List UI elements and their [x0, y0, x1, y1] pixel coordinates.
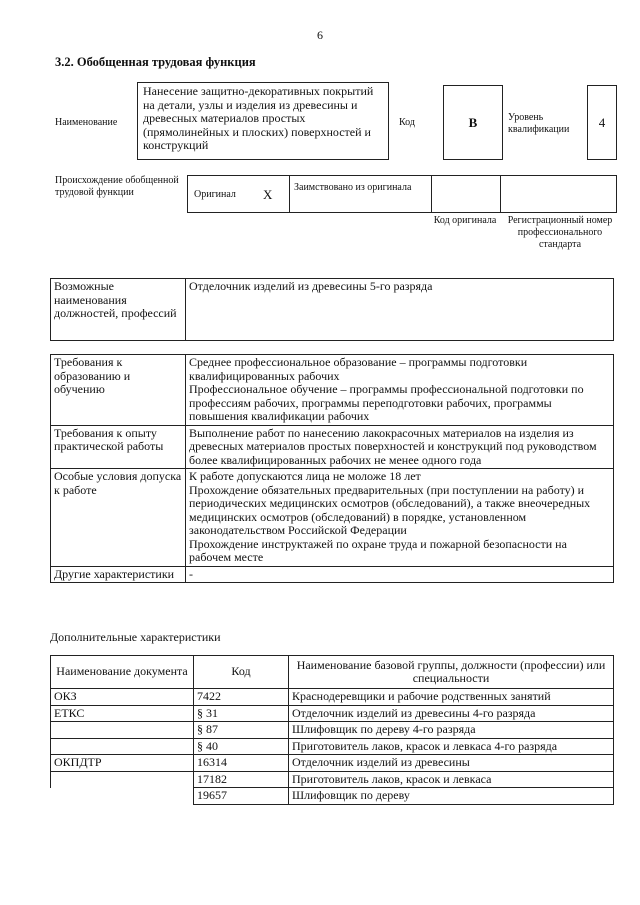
- req-admission-line: К работе допускаются лица не моложе 18 лет: [189, 469, 421, 483]
- positions-value: Отделочник изделий из древесины 5-го разряда: [186, 279, 614, 341]
- row-code: § 31: [194, 705, 289, 722]
- code-box: [443, 85, 503, 160]
- row-code: 17182: [194, 771, 289, 788]
- req-experience-line: Выполнение работ по нанесению лакокрасочных материалов на изделия из древесных материалов простых поверхностей и конструкций под руководством более квалифицированных рабочих не менее одного года: [189, 425, 597, 467]
- borrowed-label: Заимствовано из оригинала: [294, 182, 412, 193]
- positions-table: [50, 278, 614, 341]
- row-doc: [51, 722, 194, 739]
- row-name: Отделочник изделий из древесины: [289, 755, 614, 772]
- row-name: Приготовитель лаков, красок и левкаса: [289, 771, 614, 788]
- level-value: 4: [598, 114, 606, 130]
- row-code: § 87: [194, 722, 289, 739]
- row-doc: ОКЗ: [51, 689, 194, 706]
- reg-number-caption: Регистрационный номер профессионального стандарта: [507, 215, 613, 250]
- page-number: 6: [317, 28, 323, 42]
- header-code: Код: [194, 656, 289, 689]
- header-doc: Наименование документа: [51, 656, 194, 689]
- req-experience-label: Требования к опыту практической работы: [51, 425, 186, 469]
- level-box: [587, 85, 617, 160]
- name-label: Наименование: [55, 117, 118, 128]
- positions-label: Возможные наименования должностей, профессий: [51, 279, 186, 341]
- additional-title: Дополнительные характеристики: [50, 630, 221, 644]
- header-name: Наименование базовой группы, должности (профессии) или специальности: [289, 656, 614, 689]
- req-other-label: Другие характеристики: [51, 566, 186, 583]
- code-value: B: [468, 114, 478, 130]
- req-admission-line: Прохождение инструктажей по охране труда и пожарной безопасности на рабочем месте: [189, 536, 567, 564]
- requirements-table: [50, 354, 614, 583]
- row-doc: [51, 771, 194, 788]
- req-education-label: Требования к образованию и обучению: [51, 355, 186, 426]
- row-name: Шлифовщик по дереву: [289, 788, 614, 805]
- code-label: Код: [399, 117, 415, 128]
- function-name-value: Нанесение защитно-декоративных покрытий на детали, узлы и изделия из древесины и древесных материалов простых (прямолинейных и плоских) поверхностей и конструкций: [143, 84, 374, 152]
- row-code: § 40: [194, 738, 289, 755]
- row-code: 19657: [194, 788, 289, 805]
- req-education-line: Профессиональное обучение – программы профессиональной подготовки по профессиям рабочих, программы переподготовки рабочих, программы повышения квалификации рабочих: [189, 382, 584, 423]
- original-label: Оригинал: [194, 189, 236, 200]
- row-name: Краснодеревщики и рабочие родственных занятий: [289, 689, 614, 706]
- origin-divider: [289, 176, 290, 212]
- origin-label: Происхождение обобщенной трудовой функции: [55, 175, 179, 198]
- row-name: Отделочник изделий из древесины 4-го разряда: [289, 705, 614, 722]
- original-mark: X: [263, 187, 273, 202]
- row-code: 16314: [194, 755, 289, 772]
- req-other-line: -: [189, 566, 193, 581]
- req-admission-line: Прохождение обязательных предварительных (при поступлении на работу) и периодических медицинских осмотров (обследований), а также внеочередных медицинских осмотров (обследований) в порядке, установленном законодательством Российской Федерации: [189, 482, 591, 537]
- row-name: Приготовитель лаков, красок и левкаса 4-го разряда: [289, 738, 614, 755]
- row-doc: ЕТКС: [51, 705, 194, 722]
- req-education-line: Среднее профессиональное образование – программы подготовки квалифицированных рабочих: [189, 355, 528, 383]
- row-name: Шлифовщик по дереву 4-го разряда: [289, 722, 614, 739]
- row-code: 7422: [194, 689, 289, 706]
- additional-table: [50, 655, 614, 805]
- origin-divider: [431, 176, 432, 212]
- origin-divider: [500, 176, 501, 212]
- level-label: Уровень квалификации: [508, 112, 570, 135]
- code-original-caption: Код оригинала: [433, 215, 497, 226]
- req-admission-label: Особые условия допуска к работе: [51, 469, 186, 567]
- function-name-box: [137, 82, 389, 160]
- origin-box: [187, 175, 617, 213]
- row-doc: [51, 738, 194, 755]
- row-doc: [51, 788, 194, 805]
- row-doc: ОКПДТР: [51, 755, 194, 772]
- section-title: 3.2. Обобщенная трудовая функция: [55, 55, 256, 69]
